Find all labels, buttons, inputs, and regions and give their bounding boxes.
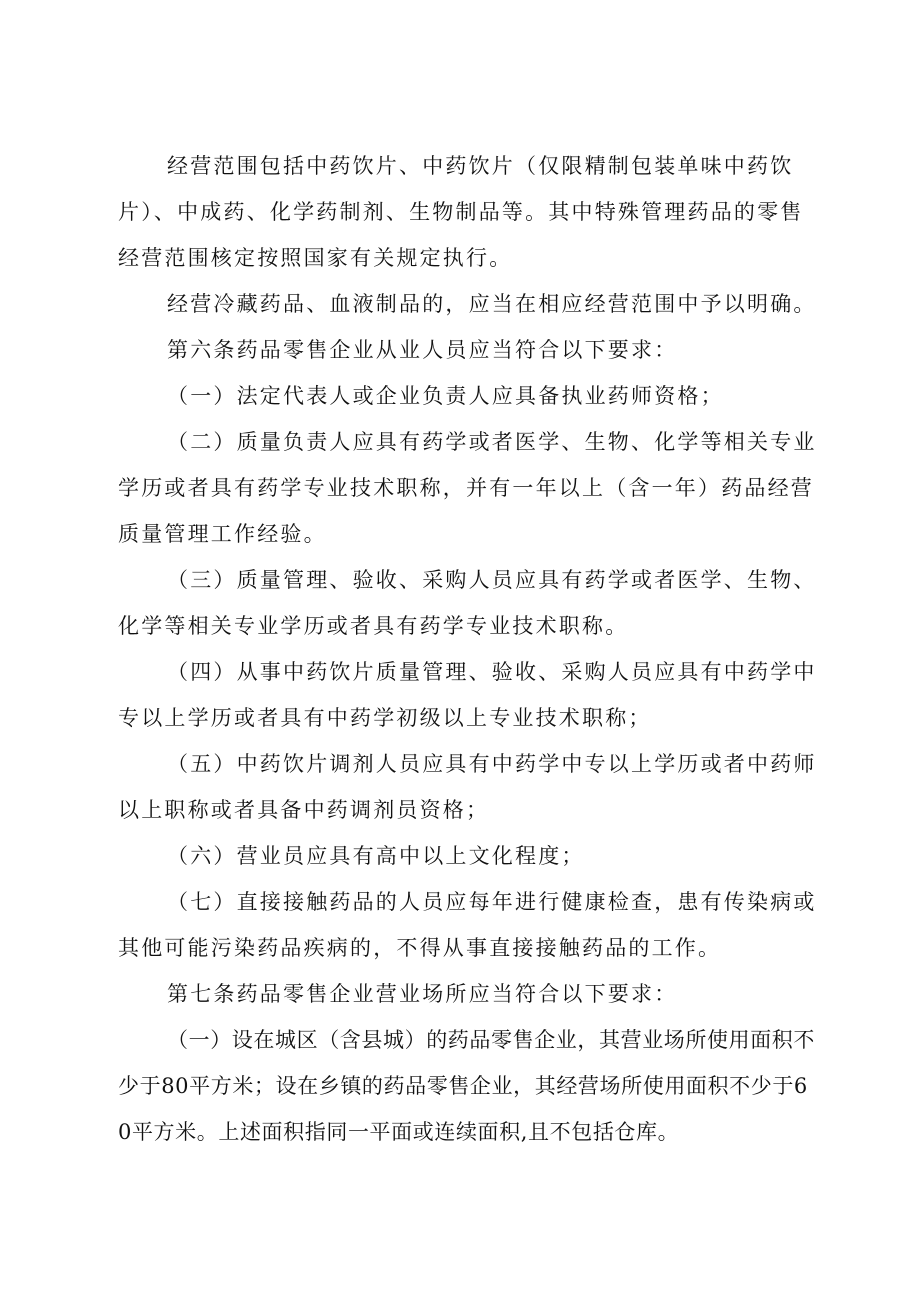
document-body — [118, 143, 818, 1155]
paragraph-article-6-heading: 第六条药品零售企业从业人员应当符合以下要求： — [167, 338, 678, 362]
paragraph-article-7-item-1: （一）设在城区（含县城）的药品零售企业，其营业场所使用面积不少于80平方米；设在乡镇的药品零售企业，其经营场所使用面积不少于60平方米。上述面积指同一平面或连续面积,且不包括仓库。 — [118, 1028, 815, 1144]
paragraph-article-6-item-7: （七）直接接触药品的人员应每年进行健康检查，患有传染病或其他可能污染药品疾病的，不得从事直接接触药品的工作。 — [118, 890, 817, 960]
paragraph-article-6-item-5: （五）中药饮片调剂人员应具有中药学中专以上学历或者中药师以上职称或者具备中药调剂员资格； — [118, 752, 817, 822]
paragraph-article-6-item-2: （二）质量负责人应具有药学或者医学、生物、化学等相关专业学历或者具有药学专业技术职称，并有一年以上（含一年）药品经营质量管理工作经验。 — [118, 430, 817, 546]
paragraph-business-scope: 经营范围包括中药饮片、中药饮片（仅限精制包装单味中药饮片）、中成药、化学药制剂、生物制品等。其中特殊管理药品的零售经营范围核定按照国家有关规定执行。 — [118, 154, 804, 270]
paragraph-article-6-item-6: （六）营业员应具有高中以上文化程度； — [167, 844, 585, 868]
paragraph-article-6-item-3: （三）质量管理、验收、采购人员应具有药学或者医学、生物、化学等相关专业学历或者具有药学专业技术职称。 — [118, 568, 817, 638]
paragraph-article-6-item-4: （四）从事中药饮片质量管理、验收、采购人员应具有中药学中专以上学历或者具有中药学初级以上专业技术职称； — [118, 660, 817, 730]
paragraph-cold-storage: 经营冷藏药品、血液制品的，应当在相应经营范围中予以明确。 — [167, 292, 817, 316]
paragraph-article-7-heading: 第七条药品零售企业营业场所应当符合以下要求： — [167, 982, 678, 1006]
paragraph-article-6-item-1: （一）法定代表人或企业负责人应具备执业药师资格； — [167, 384, 724, 408]
